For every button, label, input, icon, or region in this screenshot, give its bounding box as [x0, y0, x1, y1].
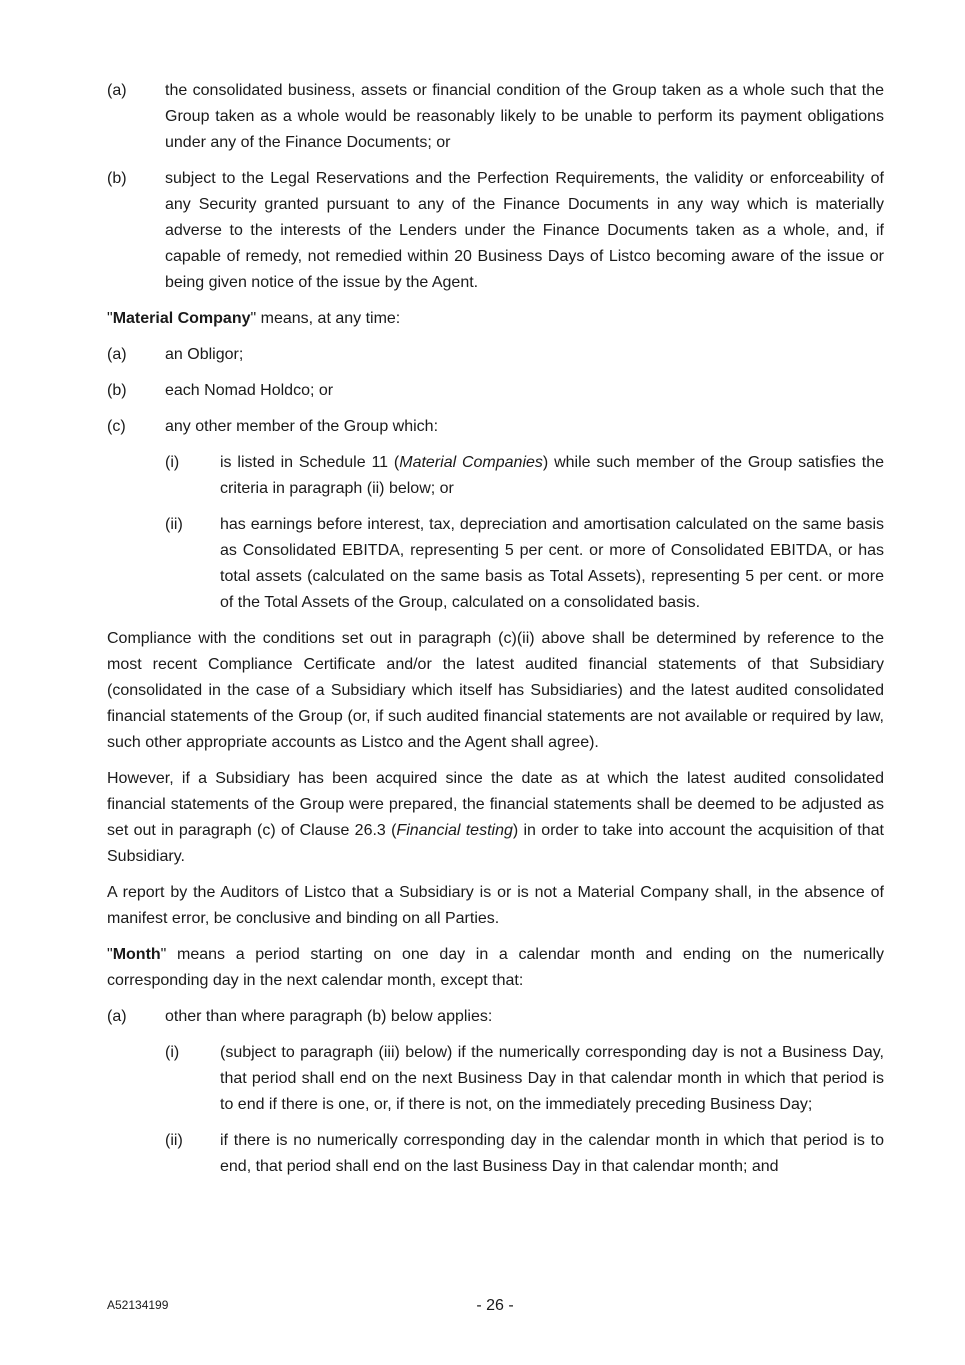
paragraph-auditors-report: A report by the Auditors of Listco that a Subsidiary is or is not a Material Company shall, in the absence of manifest error, be conclusive and binding on all Parties.: [107, 884, 884, 927]
paragraph-however: However, if a Subsidiary has been acquired since the date as at which the latest audited consolidated financial statements of the Group were prepared, the financial statements shall be deemed to be adjusted as set out in paragraph (c) of Clause 26.3 (Financial testing) in order to take into account the acquisition of that Subsidiary.: [107, 770, 884, 865]
definition-lead: " means a period starting on one day in a calendar month and ending on the numerically corresponding day in the next calendar month, except that:: [107, 946, 884, 989]
item-label: (c): [107, 418, 126, 435]
item-text: (subject to paragraph (iii) below) if the numerically corresponding day is not a Business Day, that period shall end on the next Business Day in that calendar month in which that period is to end if there is one, or, if there is not, on the immediately preceding Business Day;: [220, 1044, 884, 1113]
item-label: (ii): [165, 516, 183, 533]
sub-item-ii: [107, 512, 884, 616]
sub-item-i: [107, 1040, 884, 1118]
item-label: (a): [107, 1008, 127, 1025]
list-item-b: [107, 166, 884, 296]
definition-lead: " means, at any time:: [250, 310, 401, 327]
item-label: (i): [165, 1044, 180, 1061]
item-text: any other member of the Group which:: [165, 418, 439, 435]
list-item-b: [107, 378, 884, 404]
item-text: has earnings before interest, tax, depreciation and amortisation calculated on the same basis as Consolidated EBITDA, representing 5 per cent. or more of Consolidated EBITDA, or has total assets (calculated on the same basis as Total Assets), representing 5 per cent. or more of the Total Assets of the Group, calculated on a consolidated basis.: [220, 516, 884, 611]
document-reference: A52134199: [107, 1298, 169, 1312]
item-text: an Obligor;: [165, 346, 244, 363]
item-text: the consolidated business, assets or financial condition of the Group taken as a whole such that the Group taken as a whole would be reasonably likely to be unable to perform its payment obligations under any of the Finance Documents; or: [165, 82, 884, 151]
sub-item-ii: [107, 1128, 884, 1180]
item-text: subject to the Legal Reservations and the Perfection Requirements, the validity or enforceability of any Security granted pursuant to any of the Finance Documents in any way which is materially adverse to the interests of the Lenders under the Finance Documents taken as a whole, and, if capable of remedy, not remedied within 20 Business Days of Listco becoming aware of the issue or being given notice of the issue by the Agent.: [165, 170, 884, 291]
defined-term: Month: [112, 946, 161, 963]
list-item-a: [107, 1004, 884, 1030]
quote-mark: ": [107, 946, 113, 963]
item-text: if there is no numerically corresponding day in the calendar month in which that period is to end, that period shall end on the last Business Day in that calendar month; and: [220, 1132, 884, 1175]
item-label: (i): [165, 454, 180, 471]
list-item-a: [107, 78, 884, 156]
item-label: (a): [107, 346, 127, 363]
defined-term: Material Company: [112, 310, 251, 327]
cross-reference: Financial testing: [396, 822, 513, 839]
list-item-a: [107, 342, 884, 368]
item-label: (a): [107, 82, 127, 99]
item-label: (b): [107, 382, 127, 399]
item-label: (b): [107, 170, 127, 187]
list-item-c: [107, 414, 884, 440]
page-body: [107, 78, 884, 1190]
quote-mark: ": [107, 310, 113, 327]
definition-material-company: [107, 306, 884, 332]
cross-reference: Material Companies: [399, 454, 543, 471]
item-text: is listed in Schedule 11 (Material Companies) while such member of the Group satisfies the criteria in paragraph (ii) below; or: [220, 454, 885, 497]
item-label: (ii): [165, 1132, 183, 1149]
sub-item-i: [107, 450, 884, 502]
item-text: other than where paragraph (b) below applies:: [165, 1008, 493, 1025]
page-number: - 26 -: [476, 1297, 514, 1314]
item-text: each Nomad Holdco; or: [165, 382, 334, 399]
definition-month: [107, 942, 884, 994]
paragraph-compliance: Compliance with the conditions set out in paragraph (c)(ii) above shall be determined by reference to the most recent Compliance Certificate and/or the latest audited financial statements of that Subsidiary (consolidated in the case of a Subsidiary which itself has Subsidiaries) and the latest audited consolidated financial statements of the Group (or, if such audited financial statements are not available or required by law, such other appropriate accounts as Listco and the Agent shall agree).: [107, 630, 884, 751]
